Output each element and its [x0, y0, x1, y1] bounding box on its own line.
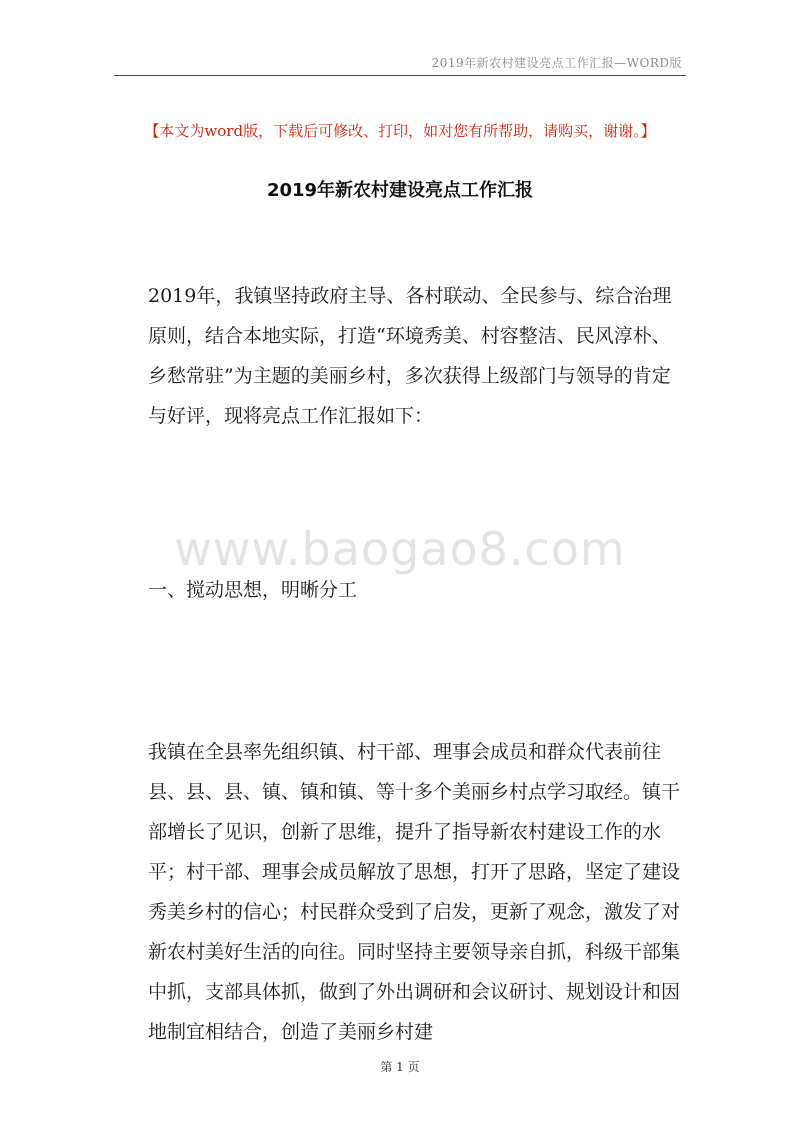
body-paragraph: 我镇在全县率先组织镇、村干部、理事会成员和群众代表前往县、县、县、镇、镇和镇、等十多个美丽乡村点学习取经。镇干部增长了见识，创新了思维，提升了指导新农村建设工作的水平；村干部、理事会成员解放了思想，打开了思路，坚定了建设秀美乡村的信心；村民群众受到了启发，更新了观念，激发了对新农村美好生活的向往。同时坚持主要领导亲自抓，科级干部集中抓，支部具体抓，做到了外出调研和会议研讨、规划设计和因地制宜相结合，创造了美丽乡村建 [148, 741, 681, 1043]
section-heading: 一、搅动思想，明晰分工 [148, 579, 358, 601]
purchase-notice: 【本文为word版，下载后可修改、打印，如对您有所帮助，请购买，谢谢。】 [144, 122, 656, 140]
intro-paragraph: 2019年，我镇坚持政府主导、各村联动、全民参与、综合治理原则，结合本地实际，打造“环境秀美、村容整洁、民风淳朴、乡愁常驻”为主题的美丽乡村，多次获得上级部门与领导的肯定与好评，现将亮点工作汇报如下： [148, 285, 672, 427]
running-header: 2019年新农村建设亮点工作汇报—WORD版 [431, 56, 682, 70]
header-divider [114, 75, 686, 76]
document-title: 2019年新农村建设亮点工作汇报 [266, 180, 534, 201]
site-watermark: www.baogao8.com [174, 522, 626, 576]
page-number: 第 1 页 [380, 1060, 420, 1074]
